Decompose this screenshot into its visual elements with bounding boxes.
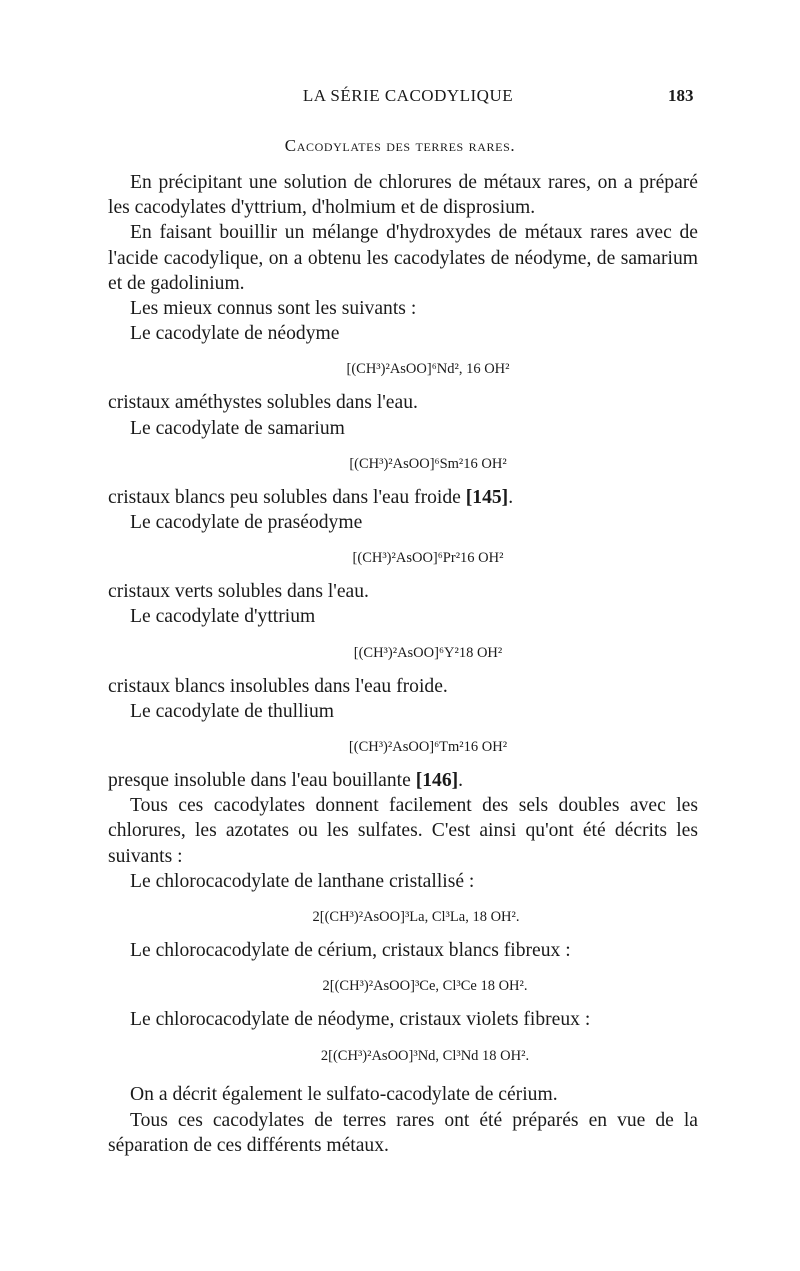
- compound-samarium-description: [108, 485, 698, 510]
- paragraph-sulfato: On a décrit également le sulfato-cacodylate de cérium.: [130, 1084, 558, 1106]
- body-text: [108, 170, 698, 1158]
- compound-neodyme-description: cristaux améthystes solubles dans l'eau.: [108, 392, 418, 414]
- paragraph-hydroxydes: En faisant bouillir un mélange d'hydroxydes de métaux rares avec de l'acide cacodylique, on a obtenu les cacodylates de néodyme, de samarium et de gadolinium.: [108, 222, 698, 294]
- compound-samarium-label: Le cacodylate de samarium: [130, 417, 345, 439]
- formula-neodyme-chloro: 2[(CH³)²AsOO]³Nd, Cl³Nd 18 OH².: [320, 1048, 530, 1065]
- section-title: Cacodylates des terres rares.: [284, 136, 516, 155]
- running-head: [0, 86, 800, 110]
- formula-samarium: [(CH³)²AsOO]⁶Sm²16 OH²: [349, 455, 507, 472]
- chlorocacodylate-cerium-label: Le chlorocacodylate de cérium, cristaux blancs fibreux :: [130, 940, 571, 962]
- description-end: .: [458, 770, 464, 792]
- page-number: 183: [668, 86, 694, 105]
- description-text: cristaux blancs peu solubles dans l'eau froide: [108, 486, 466, 508]
- paragraph-intro-list: Les mieux connus sont les suivants :: [130, 298, 417, 320]
- paragraph-double-salts: Tous ces cacodylates donnent facilement des sels doubles avec les chlorures, les azotates ou les sulfates. C'est ainsi qu'ont été décrits les suivants :: [108, 795, 698, 867]
- compound-yttrium-label: Le cacodylate d'yttrium: [130, 606, 316, 628]
- compound-praseodyme-description: cristaux verts solubles dans l'eau.: [108, 581, 369, 603]
- paragraph-separation: Tous ces cacodylates de terres rares ont été préparés en vue de la séparation de ces différents métaux.: [108, 1109, 698, 1156]
- paragraph-precipitation: En précipitant une solution de chlorures de métaux rares, on a préparé les cacodylates d'yttrium, d'holmium et de disprosium.: [108, 172, 698, 219]
- description-text: presque insoluble dans l'eau bouillante: [108, 770, 416, 792]
- description-end: .: [508, 486, 514, 508]
- compound-thullium-description: [108, 768, 698, 793]
- formula-praseodyme: [(CH³)²AsOO]⁶Pr²16 OH²: [352, 550, 504, 567]
- formula-neodyme: [(CH³)²AsOO]⁶Nd², 16 OH²: [346, 361, 510, 378]
- formula-yttrium: [(CH³)²AsOO]⁶Y²18 OH²: [353, 644, 503, 661]
- reference-146: [146]: [415, 770, 459, 792]
- formula-lanthane: 2[(CH³)²AsOO]³La, Cl³La, 18 OH².: [312, 909, 520, 926]
- running-title: LA SÉRIE CACODYLIQUE: [302, 86, 514, 105]
- chlorocacodylate-lanthane-label: Le chlorocacodylate de lanthane cristallisé :: [130, 870, 475, 892]
- formula-cerium: 2[(CH³)²AsOO]³Ce, Cl³Ce 18 OH².: [322, 978, 528, 995]
- compound-yttrium-description: cristaux blancs insolubles dans l'eau froide.: [108, 675, 448, 697]
- compound-thullium-label: Le cacodylate de thullium: [130, 700, 335, 722]
- compound-praseodyme-label: Le cacodylate de praséodyme: [130, 512, 363, 534]
- formula-thullium: [(CH³)²AsOO]⁶Tm²16 OH²: [348, 739, 508, 756]
- reference-145: [145]: [465, 486, 509, 508]
- compound-neodyme-label: Le cacodylate de néodyme: [130, 323, 340, 345]
- chlorocacodylate-neodyme-label: Le chlorocacodylate de néodyme, cristaux violets fibreux :: [130, 1009, 591, 1031]
